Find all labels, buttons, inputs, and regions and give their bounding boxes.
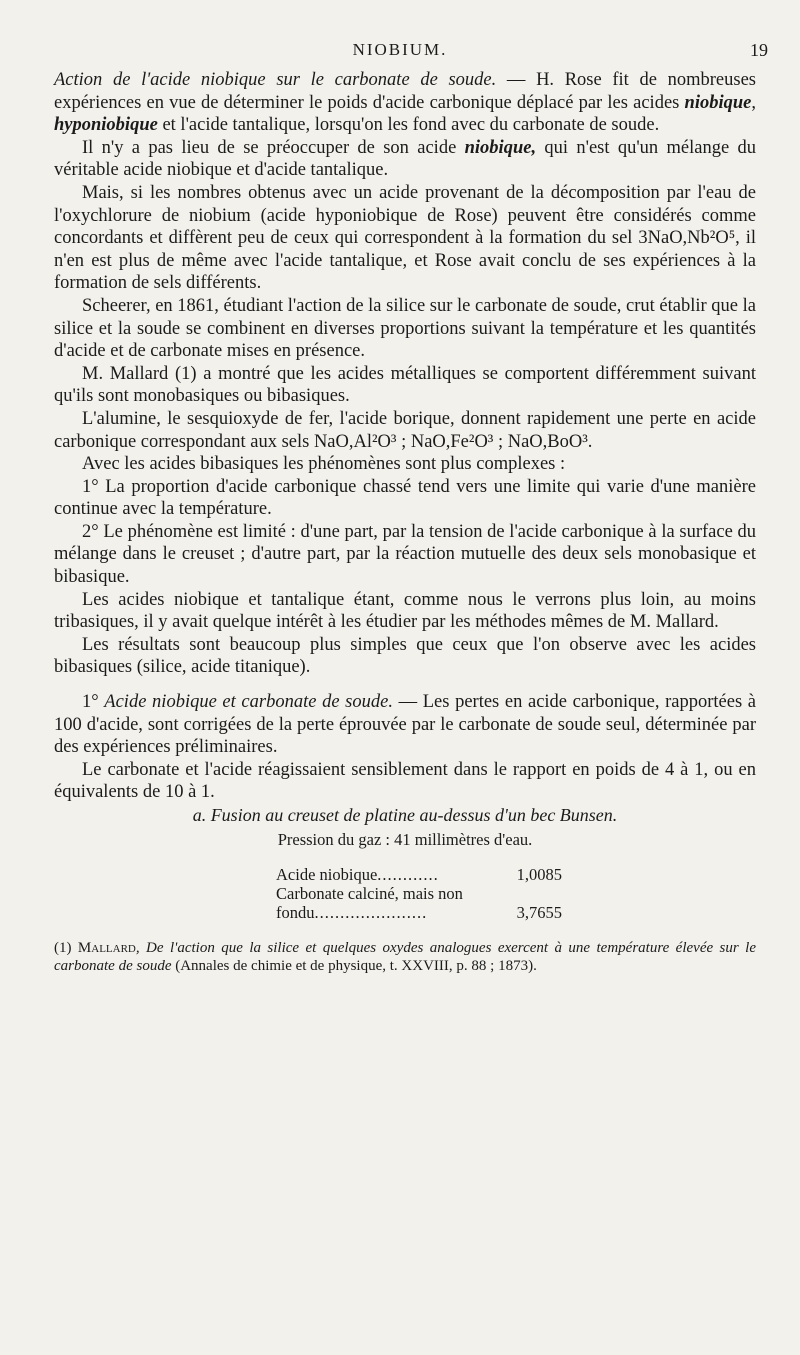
table-value: 3,7655: [516, 903, 562, 923]
footnote: (1) Mallard, De l'action que la silice et quelques oxydes analogues exercent à une température élevée sur le carbonate de soude (Annales de chimie et de physique, t. XXVIII, p. 88 ; 1873).: [54, 940, 756, 974]
footnote-title: , De l'action que la silice et quelques oxydes analogues exercent à une température élevée sur le carbonate de soude: [54, 940, 756, 974]
paragraph: L'alumine, le sesquioxyde de fer, l'acide borique, donnent rapidement une perte en acide carbonique correspondant aux sels NaO,Al²O³ ; NaO,Fe²O³ ; NaO,BoO³.: [54, 408, 756, 452]
table-cell: Carbonate calciné, mais non: [276, 884, 463, 904]
table-row: [276, 884, 562, 903]
paragraph: Mais, si les nombres obtenus avec un acide provenant de la décomposition par l'eau de l'oxychlorure de niobium (acide hyponiobique de Rose) peuvent être considérés comme concordants et diffèrent peu de ceux qui correspondent à la formation du sel 3NaO,Nb²O⁵, il n'en est plus de même avec l'acide tantalique, et Rose avait conclu de ses expériences à la formation de sels différents.: [54, 182, 756, 294]
paragraph: Les acides niobique et tantalique étant, comme nous le verrons plus loin, au moins tribasiques, il y avait quelque intérêt à les étudier par les méthodes mêmes de M. Mallard.: [54, 589, 756, 633]
section-title: Action de l'acide niobique sur le carbonate de soude.: [54, 70, 497, 90]
table-row: [276, 865, 562, 884]
running-head: NIOBIUM.: [352, 40, 448, 59]
table-row: [276, 903, 562, 922]
results-table: [276, 865, 562, 922]
paragraph: Avec les acides bibasiques les phénomènes sont plus complexes :: [82, 454, 566, 475]
term-hyponiobique: hyponiobique: [54, 115, 158, 136]
table-value: 1,0085: [516, 865, 562, 885]
table-cell: fondu......................: [276, 903, 428, 923]
term-niobique: niobique,: [464, 137, 537, 158]
table-cell: Acide niobique............: [276, 865, 439, 885]
term-niobique: niobique: [684, 92, 752, 113]
paragraph: Le carbonate et l'acide réagissaient sensiblement dans le rapport en poids de 4 à 1, ou en équivalents de 10 à 1.: [54, 759, 756, 803]
paragraph: M. Mallard (1) a montré que les acides métalliques se comportent différemment suivant qu'ils sont monobasiques ou bibasiques.: [54, 363, 756, 407]
paragraph: 2° Le phénomène est limité : d'une part, par la tension de l'acide carbonique à la surface du mélange dans le creuset ; d'autre part, par la réaction mutuelle des deux sels monobasique et bibasique.: [54, 521, 756, 588]
experiment-title: a. Fusion au creuset de platine au-dessus d'un bec Bunsen.: [192, 805, 618, 825]
section-title: Acide niobique et carbonate de soude.: [104, 692, 393, 713]
spacer: [54, 679, 756, 691]
paragraph-action: Action de l'acide niobique sur le carbonate de soude. — H. Rose fit de nombreuses expériences en vue de déterminer le poids d'acide carbonique déplacé par les acides niobique, hyponiobique et l'acide tantalique, lorsqu'on les fond avec du carbonate de soude.: [54, 70, 756, 136]
page-number: 19: [750, 40, 768, 60]
paragraph: Les résultats sont beaucoup plus simples que ceux que l'on observe avec les acides bibasiques (silice, acide titanique).: [54, 634, 756, 678]
paragraph: 1° La proportion d'acide carbonique chassé tend vers une limite qui varie d'une manière continue avec la température.: [54, 476, 756, 520]
pressure-note: Pression du gaz : 41 millimètres d'eau.: [277, 829, 533, 849]
page-header: [0, 40, 800, 68]
paragraph: Scheerer, en 1861, étudiant l'action de la silice sur le carbonate de soude, crut établir que la silice et la soude se combinent en diverses proportions suivant la température et les quantités d'acide et de carbonate mises en présence.: [54, 295, 756, 362]
table-value: [466, 884, 562, 903]
footnote-author: Mallard: [77, 940, 136, 957]
paragraph: Il n'y a pas lieu de se préoccuper de son acide niobique, qui n'est qu'un mélange du véritable acide niobique et d'acide tantalique.: [54, 137, 757, 181]
page-body: [54, 69, 756, 975]
paragraph-section-2: 1° Acide niobique et carbonate de soude. — Les pertes en acide carbonique, rapportées à 100 d'acide, sont corrigées de la perte éprouvée par le carbonate de soude seul, déterminée par des expériences préliminaires.: [54, 692, 756, 758]
